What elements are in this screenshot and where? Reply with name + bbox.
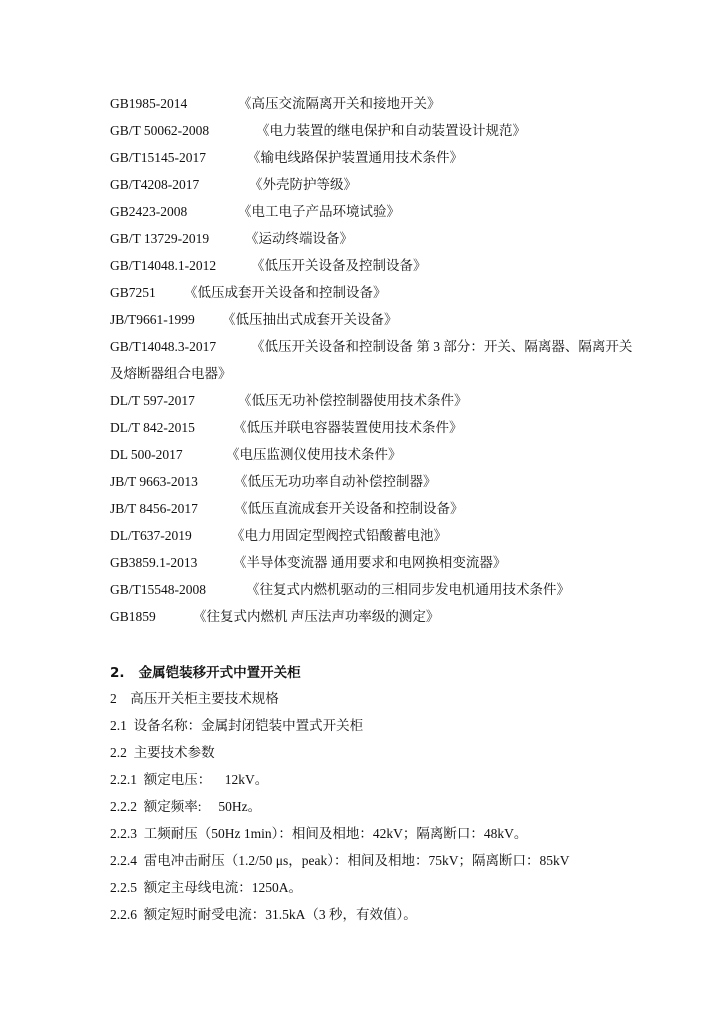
standard-code: GB1985-2014: [110, 96, 188, 111]
standard-title: 《往复式内燃机 声压法声功率级的测定》: [193, 609, 440, 624]
section-heading: 2. 金属铠装移开式中置开关柜: [110, 665, 301, 681]
standard-code: GB/T14048.1-2012: [110, 258, 217, 273]
standard-line: [110, 203, 400, 221]
standard-title: 《低压抽出式成套开关设备》: [222, 312, 398, 327]
spec-line: 2.2.5 额定主母线电流：1250A。: [110, 880, 302, 895]
standard-title: 《电力用固定型阀控式铅酸蓄电池》: [231, 528, 447, 543]
standard-line: [110, 257, 427, 275]
standard-title: 《低压直流成套开关设备和控制设备》: [234, 501, 464, 516]
standard-code: GB/T 13729-2019: [110, 231, 210, 246]
standard-line: [110, 527, 447, 545]
standard-code: GB7251: [110, 285, 156, 300]
standard-title: 《电工电子产品环境试验》: [238, 204, 400, 219]
standard-line: [110, 176, 357, 194]
spec-line: 2.2 主要技术参数: [110, 745, 215, 760]
standard-code: JB/T 8456-2017: [110, 501, 198, 516]
standard-title: 《低压开关设备和控制设备 第 3 部分：开关、隔离器、隔离开关: [251, 339, 633, 354]
standard-title: 《低压并联电容器装置使用技术条件》: [233, 420, 463, 435]
spec-line: 2.2.4 雷电冲击耐压（1.2/50 μs，peak）：相间及相地：75kV；隔离断口：85kV: [110, 853, 570, 868]
standard-code: JB/T 9663-2013: [110, 474, 198, 489]
standard-title: 《低压开关设备及控制设备》: [251, 258, 427, 273]
standard-line: [110, 500, 464, 518]
standard-code: GB1859: [110, 609, 156, 624]
standard-title: 《高压交流隔离开关和接地开关》: [238, 96, 441, 111]
spec-line: 2.2.1 额定电压： 12kV。: [110, 772, 269, 787]
standard-title: 《半导体变流器 通用要求和电网换相变流器》: [233, 555, 507, 570]
spec-line: 2.2.2 额定频率: 50Hz。: [110, 799, 262, 814]
standard-code: GB3859.1-2013: [110, 555, 198, 570]
standard-line: [110, 581, 570, 599]
standard-title: 《往复式内燃机驱动的三相同步发电机通用技术条件》: [246, 582, 570, 597]
spec-line: 2.2.3 工频耐压（50Hz 1min）：相间及相地：42kV；隔离断口：48kV。: [110, 826, 528, 841]
standard-line: [110, 284, 387, 302]
standard-line: [110, 419, 463, 437]
standard-code: DL/T 842-2015: [110, 420, 195, 435]
standard-title: 《电力装置的继电保护和自动装置设计规范》: [256, 123, 526, 138]
standard-code: GB/T 50062-2008: [110, 123, 210, 138]
standard-code: JB/T9661-1999: [110, 312, 195, 327]
standard-title: 及熔断器组合电器》: [110, 366, 232, 381]
standard-title: 《输电线路保护装置通用技术条件》: [247, 150, 463, 165]
standard-line: [110, 473, 437, 491]
standard-code: GB/T15145-2017: [110, 150, 206, 165]
standard-title: 《运动终端设备》: [245, 231, 353, 246]
standard-title: 《电压监测仪使用技术条件》: [226, 447, 402, 462]
standard-line: [110, 122, 526, 140]
standard-line: [110, 311, 398, 329]
standard-title: 《低压无功补偿控制器使用技术条件》: [238, 393, 468, 408]
standard-line: [110, 392, 468, 410]
standard-code: DL/T637-2019: [110, 528, 192, 543]
standard-code: DL 500-2017: [110, 447, 183, 462]
standard-title: 《低压无功功率自动补偿控制器》: [234, 474, 437, 489]
standard-code: GB2423-2008: [110, 204, 188, 219]
standard-code: DL/T 597-2017: [110, 393, 195, 408]
standard-code: GB/T4208-2017: [110, 177, 200, 192]
standard-line: [110, 95, 441, 113]
standard-code: GB/T14048.3-2017: [110, 339, 217, 354]
standard-line: [110, 338, 632, 356]
spec-line: 2.2.6 额定短时耐受电流：31.5kA（3 秒，有效值）。: [110, 907, 417, 922]
standard-code: GB/T15548-2008: [110, 582, 206, 597]
spec-line: 2.1 设备名称：金属封闭铠装中置式开关柜: [110, 718, 364, 733]
standard-line: [110, 230, 353, 248]
standard-line: [110, 149, 463, 167]
standard-line: [110, 608, 439, 626]
standard-line-continued: [110, 365, 232, 383]
standard-line: [110, 554, 506, 572]
standard-title: 《低压成套开关设备和控制设备》: [184, 285, 387, 300]
standard-title: 《外壳防护等级》: [249, 177, 357, 192]
standard-line: [110, 446, 402, 464]
spec-line: 2 高压开关柜主要技术规格: [110, 691, 279, 706]
